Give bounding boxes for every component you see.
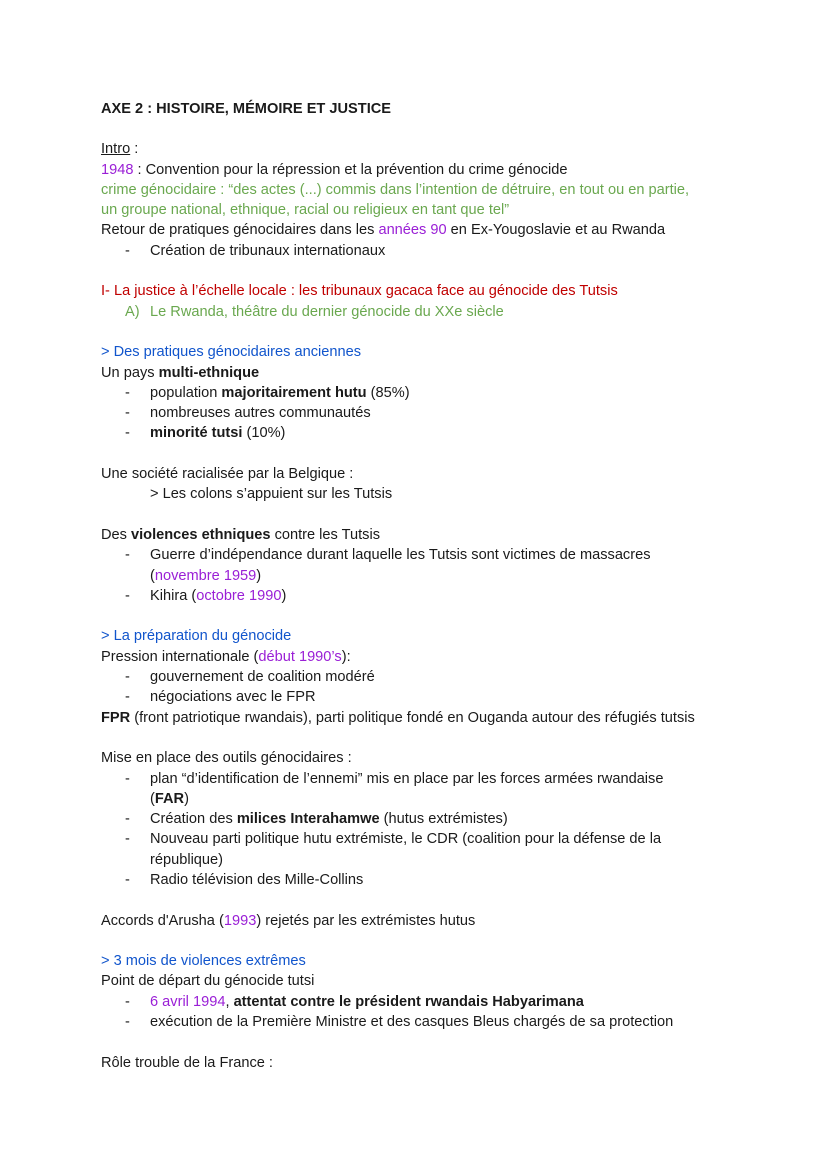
- pays-bold: multi-ethnique: [158, 364, 260, 381]
- v2-pre: Kihira (: [150, 587, 197, 604]
- arusha-pre: Accords d'Arusha (: [101, 912, 224, 929]
- b1-post: (85%): [366, 384, 410, 401]
- retour-pre: Retour de pratiques génocidaires dans les: [101, 222, 379, 239]
- list-item: - négociations avec le FPR: [101, 687, 728, 707]
- list-item: - gouvernement de coalition modéré: [101, 667, 728, 687]
- list-item: [101, 586, 728, 606]
- v2-date: octobre 1990: [196, 587, 282, 604]
- o1-bold: FAR: [154, 790, 185, 807]
- o2-bold: milices Interahamwe: [236, 811, 380, 828]
- b1-pre: population: [150, 384, 222, 401]
- subsection-preparation-heading: > La préparation du génocide: [101, 628, 292, 645]
- pression-list: [101, 667, 728, 708]
- convention-year: 1948: [101, 161, 134, 178]
- list-item: [101, 992, 728, 1012]
- outils-line: Mise en place des outils génocidaires :: [101, 750, 352, 767]
- v1-line1: Guerre d’indépendance durant laquelle les Tutsis sont victimes de massacres: [150, 547, 651, 564]
- b3-bold: minorité tutsi: [150, 425, 243, 442]
- o2-pre: Création des: [150, 811, 237, 828]
- definition-line-1: crime génocidaire : “des actes (...) commis dans l’intention de détruire, en tout ou en partie,: [101, 181, 690, 198]
- list-item: - exécution de la Première Ministre et des casques Bleus chargés de sa protection: [101, 1012, 728, 1032]
- violences-post: contre les Tutsis: [270, 526, 381, 543]
- intro-bullet-list: [101, 241, 728, 261]
- document-title: AXE 2 : HISTOIRE, MÉMOIRE ET JUSTICE: [101, 101, 392, 117]
- violences-pre: Des: [101, 526, 132, 543]
- section-1a-text: Le Rwanda, théâtre du dernier génocide du XXe siècle: [150, 303, 504, 320]
- b1-bold: majoritairement hutu: [221, 384, 367, 401]
- retour-years: années 90: [378, 222, 447, 239]
- section-1a-label: A): [125, 303, 140, 320]
- violences-list: [101, 545, 728, 606]
- depart-list: [101, 992, 728, 1033]
- definition-line-2: un groupe national, ethnique, racial ou religieux en tant que tel”: [101, 202, 510, 219]
- pays-line: [101, 363, 728, 383]
- pression-line: [101, 647, 728, 667]
- fpr-line: [101, 708, 728, 728]
- list-item: [101, 809, 728, 829]
- pression-post: ):: [341, 648, 351, 665]
- o1-line1: plan “d’identification de l’ennemi” mis en place par les forces armées rwandaise: [150, 770, 664, 787]
- retour-post: en Ex-Yougoslavie et au Rwanda: [446, 222, 666, 239]
- list-item: - Radio télévision des Mille-Collins: [101, 870, 728, 890]
- list-item: [101, 829, 728, 870]
- o2-post: (hutus extrémistes): [379, 811, 508, 828]
- list-item: - Création de tribunaux internationaux: [101, 241, 728, 261]
- colons-line: > Les colons s’appuient sur les Tutsis: [150, 486, 393, 503]
- arusha-line: [101, 911, 728, 931]
- fpr-bold: FPR: [101, 709, 131, 726]
- list-item: - nombreuses autres communautés: [101, 403, 728, 423]
- section-1a-heading: [101, 302, 728, 322]
- outils-list: [101, 769, 728, 891]
- pression-date: début 1990’s: [258, 648, 342, 665]
- d1-date: 6 avril 1994: [150, 993, 226, 1010]
- ethnies-list: [101, 383, 728, 444]
- section-1-heading: I- La justice à l’échelle locale : les tribunaux gacaca face au génocide des Tutsis: [101, 283, 618, 300]
- pression-pre: Pression internationale (: [101, 648, 259, 665]
- intro-line: [101, 139, 728, 159]
- retour-line: [101, 220, 728, 240]
- depart-line: Point de départ du génocide tutsi: [101, 973, 315, 990]
- v1-date: novembre 1959: [154, 567, 257, 584]
- arusha-year: 1993: [223, 912, 257, 929]
- v1-paren-close: ): [256, 567, 262, 584]
- convention-line: [101, 160, 728, 180]
- convention-text: : Convention pour la répression et la prévention du crime génocide: [133, 161, 568, 178]
- violences-line: [101, 525, 728, 545]
- list-item: [101, 423, 728, 443]
- v1-paren-open: (: [150, 567, 155, 584]
- d1-bold: attentat contre le président rwandais Habyarimana: [233, 993, 584, 1010]
- v2-post: ): [281, 587, 287, 604]
- o3-line2: république): [150, 851, 224, 868]
- pays-pre: Un pays: [101, 364, 159, 381]
- o3-line1: Nouveau parti politique hutu extrémiste, le CDR (coalition pour la défense de la: [150, 831, 662, 848]
- subsection-anciennes-heading: > Des pratiques génocidaires anciennes: [101, 344, 362, 361]
- list-item: [101, 545, 728, 586]
- o1-close: ): [184, 790, 189, 807]
- intro-label: Intro: [101, 141, 131, 158]
- list-item: [101, 769, 728, 810]
- intro-colon: :: [130, 141, 139, 158]
- o1-open: (: [150, 790, 155, 807]
- arusha-post: ) rejetés par les extrémistes hutus: [256, 912, 476, 929]
- b3-post: (10%): [242, 425, 286, 442]
- subsection-violences-heading: > 3 mois de violences extrêmes: [101, 953, 306, 970]
- list-item: [101, 383, 728, 403]
- france-line: Rôle trouble de la France :: [101, 1054, 273, 1071]
- violences-bold: violences ethniques: [131, 526, 271, 543]
- d1-sep: ,: [225, 993, 234, 1010]
- fpr-text: (front patriotique rwandais), parti politique fondé en Ouganda autour des réfugiés tutsis: [130, 709, 695, 726]
- societe-line: Une société racialisée par la Belgique :: [101, 466, 354, 483]
